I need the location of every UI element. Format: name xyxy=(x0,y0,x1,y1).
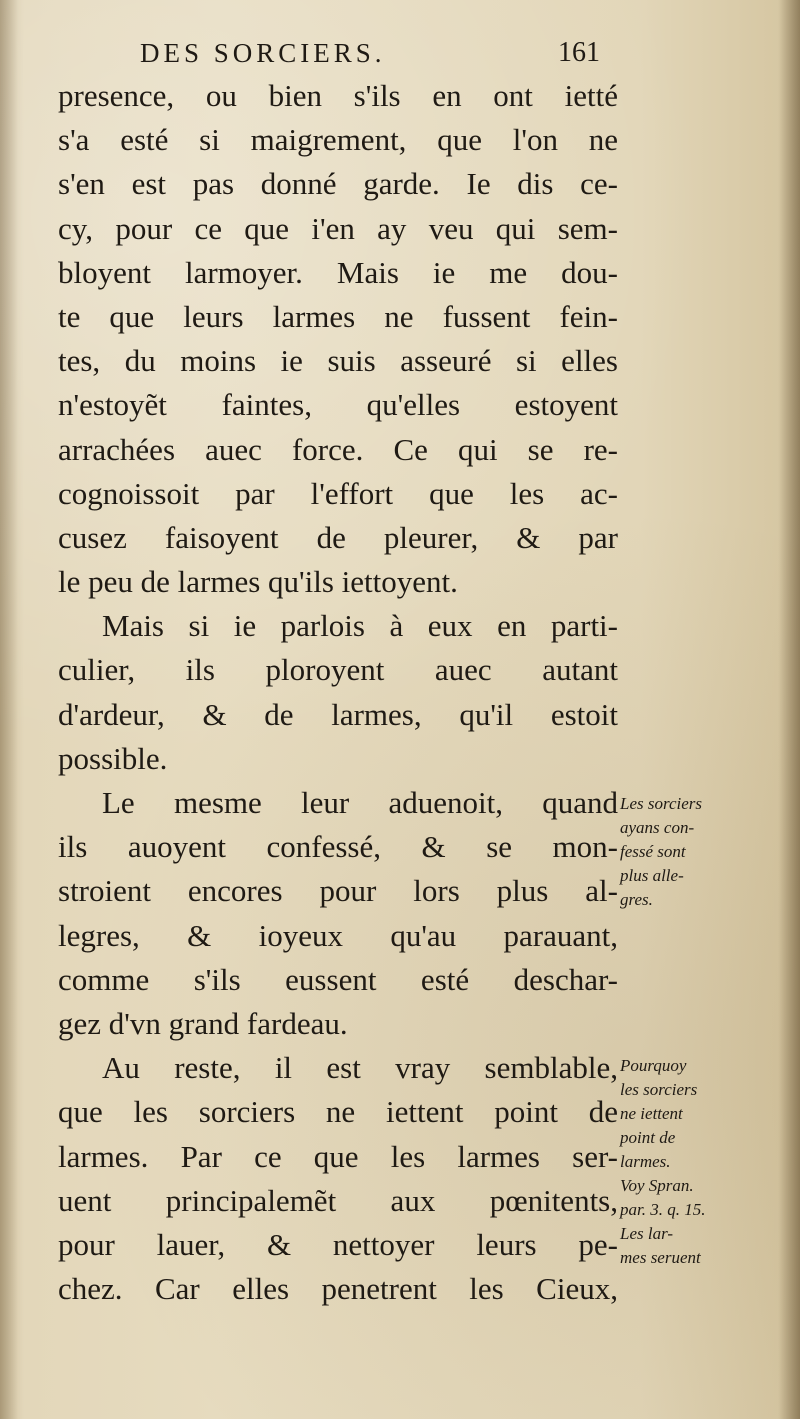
paragraph-2 xyxy=(58,604,618,781)
page-number: 161 xyxy=(558,37,600,68)
margin-note-line: mes seruent xyxy=(620,1248,701,1267)
margin-note-line: les sorciers xyxy=(620,1080,698,1099)
text-line: te que leurs larmes ne fussent fein- xyxy=(58,298,618,334)
page-gutter-shadow xyxy=(0,0,18,1419)
text-line: que les sorciers ne iettent point de xyxy=(58,1094,618,1130)
paragraph-3 xyxy=(58,781,618,1046)
text-line: chez. Car elles penetrent les Cieux, xyxy=(58,1271,618,1307)
text-line: le peu de larmes qu'ils iettoyent. xyxy=(58,564,458,600)
text-line: s'en est pas donné garde. Ie dis ce- xyxy=(58,166,618,202)
text-line: cognoissoit par l'effort que les ac- xyxy=(58,475,618,511)
margin-note-line: point de xyxy=(620,1128,676,1147)
page-header xyxy=(140,28,600,78)
text-line: comme s'ils eussent esté deschar- xyxy=(58,961,618,997)
text-line: gez d'vn grand fardeau. xyxy=(58,1005,348,1041)
margin-note-line: gres. xyxy=(620,890,653,909)
text-line: Mais si ie parlois à eux en parti- xyxy=(102,608,618,644)
text-line: bloyent larmoyer. Mais ie me dou- xyxy=(58,254,618,290)
text-line: possible. xyxy=(58,740,168,776)
margin-note-line: par. 3. q. 15. xyxy=(620,1200,706,1219)
margin-note-line: Les lar- xyxy=(620,1224,674,1243)
main-text-block xyxy=(58,74,618,1311)
margin-note-line: plus alle- xyxy=(620,866,684,885)
text-line: uent principalemẽt aux pœnitents, xyxy=(58,1182,618,1218)
text-line: n'estoyẽt faintes, qu'elles estoyent xyxy=(58,387,618,423)
margin-note-line: Les sorciers xyxy=(620,794,703,813)
text-line: d'ardeur, & de larmes, qu'il estoit xyxy=(58,696,618,732)
text-line: arrachées auec force. Ce qui se re- xyxy=(58,431,618,467)
margin-note-line: ne iettent xyxy=(620,1104,683,1123)
text-line: stroient encores pour lors plus al- xyxy=(58,873,618,909)
text-line: larmes. Par ce que les larmes ser- xyxy=(58,1138,618,1174)
margin-note-2 xyxy=(620,1054,770,1270)
text-line: pour lauer, & nettoyer leurs pe- xyxy=(58,1226,618,1262)
text-line: cusez faisoyent de pleurer, & par xyxy=(58,519,618,555)
margin-note-line: Voy Spran. xyxy=(620,1176,694,1195)
paragraph-1 xyxy=(58,74,618,604)
text-line: legres, & ioyeux qu'au parauant, xyxy=(58,917,618,953)
text-line: Au reste, il est vray semblable, xyxy=(102,1050,618,1086)
text-line: ils auoyent confessé, & se mon- xyxy=(58,829,618,865)
text-line: cy, pour ce que i'en ay veu qui sem- xyxy=(58,210,618,246)
text-line: presence, ou bien s'ils en ont ietté xyxy=(58,78,618,113)
paragraph-4 xyxy=(58,1046,618,1311)
margin-note-1 xyxy=(620,792,770,912)
text-line: tes, du moins ie suis asseuré si elles xyxy=(58,343,618,379)
margin-note-line: larmes. xyxy=(620,1152,671,1171)
text-line: culier, ils ploroyent auec autant xyxy=(58,652,618,688)
margin-note-line: fessé sont xyxy=(620,842,686,861)
running-head: DES SORCIERS. xyxy=(140,37,386,68)
text-line: Le mesme leur aduenoit, quand xyxy=(102,785,618,820)
margin-note-line: ayans con- xyxy=(620,818,695,837)
margin-note-line: Pourquoy xyxy=(620,1056,687,1075)
text-line: s'a esté si maigrement, que l'on ne xyxy=(58,122,618,158)
page-edge-shadow xyxy=(778,0,800,1419)
